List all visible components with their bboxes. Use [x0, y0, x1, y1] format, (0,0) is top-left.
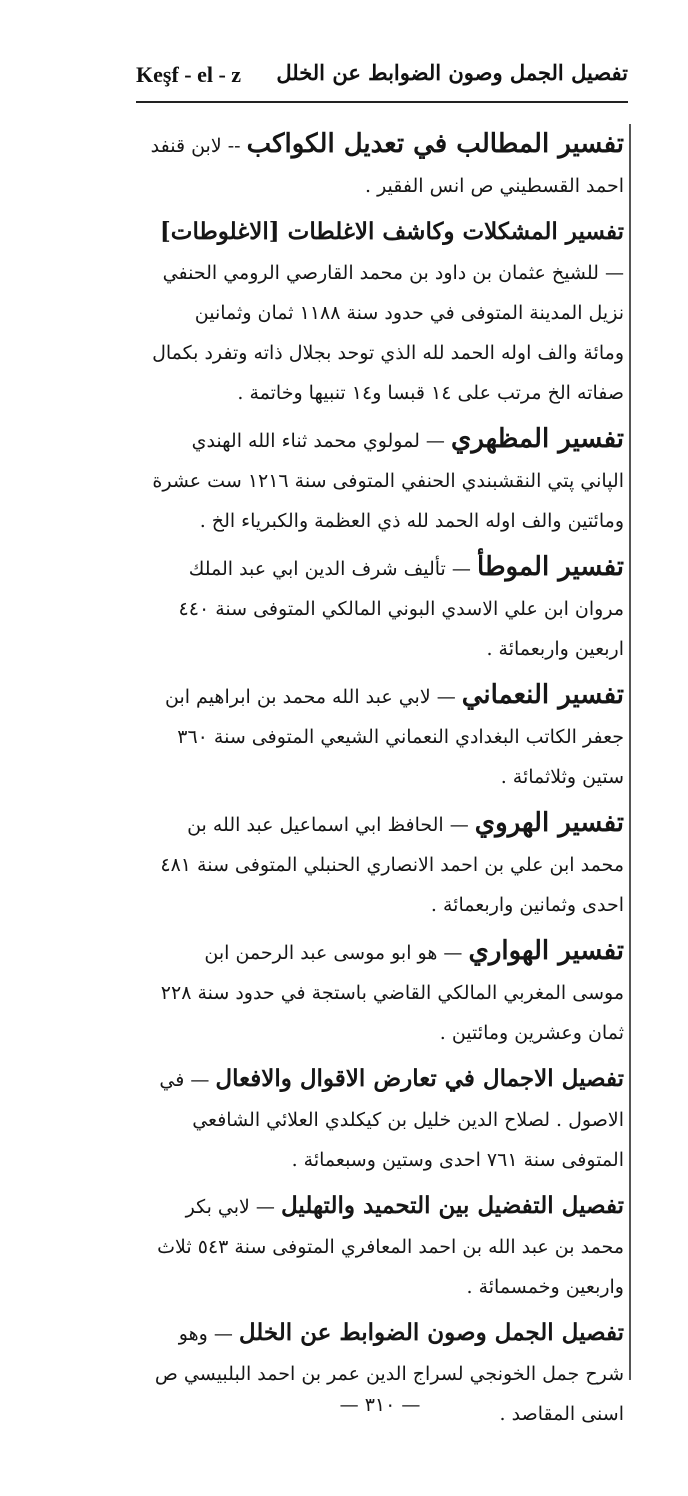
entry-term: تفسير المظهري	[450, 424, 624, 454]
entry-text: — وهو شرح جمل الخونجي لسراج الدين عمر بن احمد البلبيسي ص اسنى المقاصد .	[154, 1323, 624, 1425]
entry-text: — لمولوي محمد ثناء الله الهندي الپاني پتي النقشبندي الحنفي المتوفى سنة ١٢١٦ ست عشرة ومائتين والف اوله الحمد لله ذي العظمة والكبرياء الخ .	[152, 430, 624, 532]
entry-text: — في الاصول . لصلاح الدين خليل بن كيكلدي العلائي الشافعي المتوفى سنة ٧٦١ احدى وستين وسبعمائة .	[159, 1069, 624, 1171]
margin-rule	[629, 124, 631, 1380]
entry	[150, 803, 624, 925]
entry	[150, 547, 624, 669]
entry	[150, 212, 624, 413]
entry	[150, 419, 624, 541]
header-rule	[136, 101, 628, 103]
running-head: تفصيل الجمل وصون الضوابط عن الخلل	[276, 60, 628, 85]
entry-term: تفسير الهروي	[474, 808, 624, 838]
entry-text: — تأليف شرف الدين ابي عبد الملك مروان ابن علي الاسدي البوني المالكي المتوفى سنة ٤٤٠ اربعين واربعمائة .	[178, 558, 624, 660]
entry-term: تفسير النعماني	[461, 680, 624, 710]
entry-term: تفسير الموطأ	[476, 552, 624, 582]
entry-term: تفسير المطالب في تعديل الكواكب	[246, 129, 624, 159]
entry-text: -- لابن قنفد احمد القسطيني ص انس الفقير .	[150, 135, 624, 197]
entry-term: تفصيل الجمل وصون الضوابط عن الخلل	[238, 1319, 624, 1346]
entry-text: — هو ابو موسى عبد الرحمن ابن موسى المغربي المالكي القاضي باستجة في حدود سنة ٢٢٨ ثمان وعشرين ومائتين .	[160, 942, 624, 1044]
entry	[150, 675, 624, 797]
entry-term: تفصيل الاجمال في تعارض الاقوال والافعال	[215, 1065, 624, 1092]
entry	[150, 1059, 624, 1180]
page-number: — ٣١٠ —	[339, 1394, 421, 1416]
entry-term: تفصيل التفضيل بين التحميد والتهليل	[280, 1192, 624, 1219]
entries-list	[150, 124, 624, 1440]
entry-text: — لابي بكر محمد بن عبد الله بن احمد المعافري المتوفى سنة ٥٤٣ ثلاث واربعين وخمسمائة .	[157, 1196, 624, 1298]
entry-text: — للشيخ عثمان بن داود بن محمد القارصي الرومي الحنفي نزيل المدينة المتوفى في حدود سنة ١١٨٨ ثمان وثمانين ومائة والف اوله الحمد لله الذي توحد بجلال ذاته وتفرد بكمال صفاته الخ مرتب على ١٤ قبسا و١٤ تنبيها وخاتمة .	[152, 262, 624, 404]
entry-text: — الحافظ ابي اسماعيل عبد الله بن محمد ابن علي بن احمد الانصاري الحنبلي المتوفى سنة ٤٨١ احدى وثمانين واربعمائة .	[160, 814, 624, 916]
entry	[150, 931, 624, 1053]
entry	[150, 124, 624, 206]
entry-term: تفسير المشكلات وكاشف الاغلطات [الاغلوطات]	[159, 218, 624, 245]
entry-text: — لابي عبد الله محمد بن ابراهيم ابن جعفر الكاتب البغدادي النعماني الشيعي المتوفى سنة ٣٦٠ ستين وثلاثمائة .	[164, 686, 624, 788]
entry-term: تفسير الهواري	[468, 936, 624, 966]
page-header	[136, 60, 628, 100]
entry	[150, 1186, 624, 1307]
header-latin-title: Keşf - el - z	[136, 62, 242, 87]
